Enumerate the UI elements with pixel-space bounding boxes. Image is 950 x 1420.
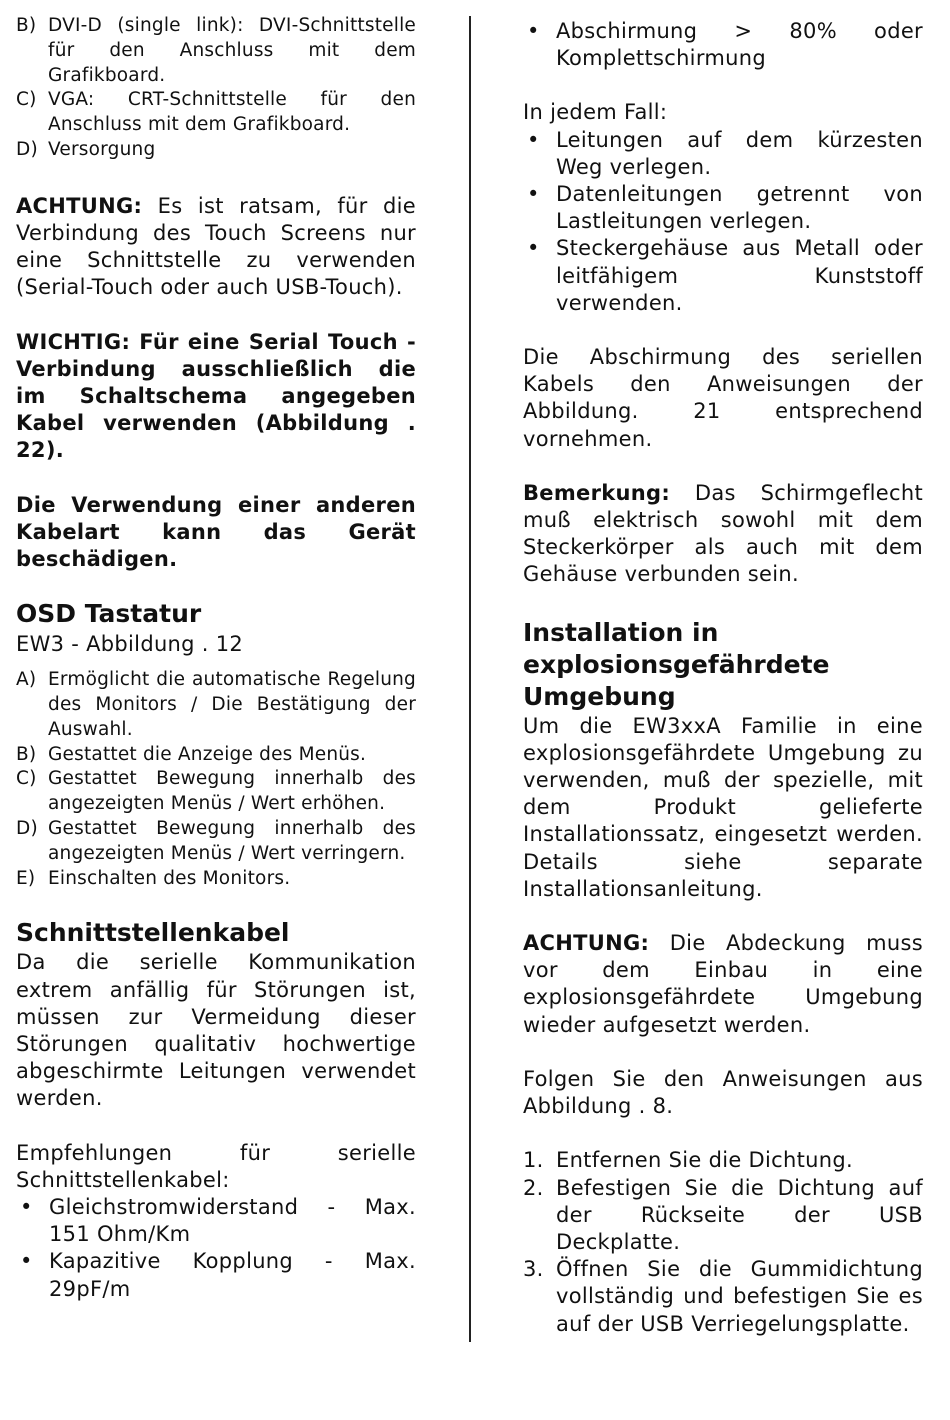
- achtung-label: ACHTUNG:: [523, 931, 650, 956]
- list-marker: 2.: [523, 1175, 544, 1200]
- remark-label: Bemerkung:: [523, 480, 671, 505]
- follow-paragraph: Folgen Sie den Anweisungen aus Abbildung . 8.: [523, 1066, 923, 1119]
- left-column: [16, 14, 416, 1303]
- list-marker: D): [16, 138, 38, 160]
- shield-paragraph: Die Abschirmung des seriellen Kabels den Anweisungen der Abbildung. 21 entsprechend vornehmen.: [523, 345, 923, 451]
- list-item: [16, 743, 416, 768]
- list-item-text: Steckergehäuse aus Metall oder leitfähigem Kunststoff verwenden.: [556, 236, 923, 315]
- achtung-text: Es ist ratsam, für die Verbindung des Touch Screens nur eine Schnittstelle zu verwenden (Serial-Touch oder auch USB-Touch).: [16, 193, 416, 300]
- achtung-paragraph: [523, 930, 923, 1039]
- list-item-text: Datenleitungen getrennt von Lastleitungen verlegen.: [556, 182, 923, 234]
- column-divider: [469, 16, 471, 1342]
- list-item: [16, 767, 416, 817]
- list-item-text: Öffnen Sie die Gummidichtung vollständig und befestigen Sie es auf der USB Verriegelungsplatte.: [556, 1257, 923, 1336]
- in-any-case-paragraph: In jedem Fall:: [523, 100, 668, 125]
- list-item: [16, 1194, 416, 1248]
- bullet-marker: •: [20, 1249, 33, 1274]
- list-marker: D): [16, 818, 38, 839]
- connector-list: [16, 14, 416, 163]
- install-paragraph: Um die EW3xxA Familie in eine explosionsgefährdete Umgebung zu verwenden, muß der spezielle, mit dem Produkt gelieferte Installationssatz, eingesetzt werden. Details siehe separate Installationsanleitung.: [523, 713, 923, 901]
- list-item: [523, 127, 923, 181]
- list-item: [16, 138, 416, 163]
- list-item-text: Abschirmung > 80% oder Komplettschirmung: [556, 19, 923, 71]
- cable-paragraph: Da die serielle Kommunikation extrem anfällig für Störungen ist, müssen zur Vermeidung dieser Störungen qualitativ hochwertige abgeschirmte Leitungen verwendet werden.: [16, 950, 416, 1111]
- list-item-text: Gleichstromwiderstand - Max. 151 Ohm/Km: [49, 1195, 416, 1247]
- list-marker: 3.: [523, 1257, 544, 1282]
- list-marker: C): [16, 89, 37, 111]
- achtung-label: ACHTUNG:: [16, 193, 143, 218]
- osd-title: OSD Tastatur: [16, 599, 202, 629]
- shield-list: [523, 18, 923, 72]
- list-marker: E): [16, 867, 36, 889]
- list-item: [16, 1248, 416, 1302]
- list-item-text: Gestattet Bewegung innerhalb des angezeigten Menüs / Wert verringern.: [48, 818, 416, 864]
- wichtig-paragraph: WICHTIG: Für eine Serial Touch - Verbindung ausschließlich die im Schaltschema angegeben Kabel verwenden (Abbildung . 22).: [16, 329, 416, 463]
- bullet-marker: •: [20, 1195, 33, 1220]
- osd-subtitle: EW3 - Abbildung . 12: [16, 632, 244, 657]
- list-item: [523, 1175, 923, 1257]
- achtung-paragraph: [16, 193, 416, 302]
- right-column: [523, 18, 923, 1338]
- list-item-text: Ermöglicht die automatische Regelung des Monitors / Die Bestätigung der Auswahl.: [48, 669, 416, 740]
- list-item-text: VGA: CRT-Schnittstelle für den Anschluss mit dem Grafikboard.: [48, 89, 416, 136]
- list-marker: B): [16, 743, 37, 765]
- steps-list: [523, 1147, 923, 1337]
- list-item-text: Kapazitive Kopplung - Max. 29pF/m: [49, 1249, 416, 1301]
- warning-paragraph: Die Verwendung einer anderen Kabelart kann das Gerät beschädigen.: [16, 492, 416, 572]
- list-item: [523, 181, 923, 235]
- list-item: [16, 668, 416, 742]
- list-item-text: Gestattet Bewegung innerhalb des angezeigten Menüs / Wert erhöhen.: [48, 768, 416, 815]
- list-item: [523, 18, 923, 72]
- list-marker: B): [16, 15, 37, 36]
- bullet-marker: •: [527, 19, 540, 43]
- recommend-list: [16, 1194, 416, 1303]
- bullet-marker: •: [527, 127, 540, 152]
- list-marker: A): [16, 669, 37, 691]
- list-item-text: Gestattet die Anzeige des Menüs.: [48, 743, 367, 765]
- recommend-paragraph: Empfehlungen für serielle Schnittstellenkabel:: [16, 1140, 416, 1192]
- list-item: [523, 235, 923, 317]
- list-item: [523, 1147, 923, 1174]
- list-item-text: Leitungen auf dem kürzesten Weg verlegen.: [556, 127, 923, 179]
- cable-title: Schnittstellenkabel: [16, 918, 290, 948]
- list-item: [16, 88, 416, 138]
- list-item-text: Einschalten des Monitors.: [48, 867, 291, 889]
- case-list: [523, 127, 923, 317]
- list-item: [16, 14, 416, 88]
- bullet-marker: •: [527, 182, 540, 207]
- osd-list: [16, 668, 416, 891]
- list-item: [523, 1256, 923, 1338]
- list-marker: C): [16, 768, 37, 790]
- install-title: Installation in explosionsgefährdete Umgebung: [523, 617, 830, 711]
- achtung-text: Die Abdeckung muss vor dem Einbau in eine explosionsgefährdete Umgebung wieder aufgesetzt werden.: [523, 931, 923, 1037]
- list-item-text: Befestigen Sie die Dichtung auf der Rückseite der USB Deckplatte.: [556, 1175, 923, 1254]
- list-marker: 1.: [523, 1148, 544, 1173]
- list-item-text: Versorgung: [48, 138, 156, 160]
- bullet-marker: •: [527, 236, 540, 261]
- list-item: [16, 867, 416, 892]
- list-item-text: Entfernen Sie die Dichtung.: [556, 1148, 853, 1173]
- remark-paragraph: [523, 480, 923, 589]
- remark-text: Das Schirmgeflecht muß elektrisch sowohl mit dem Steckerkörper als auch mit dem Gehäuse verbunden sein.: [523, 480, 923, 587]
- list-item-text: DVI-D (single link): DVI-Schnittstelle für den Anschluss mit dem Grafikboard.: [48, 15, 416, 86]
- list-item: [16, 817, 416, 867]
